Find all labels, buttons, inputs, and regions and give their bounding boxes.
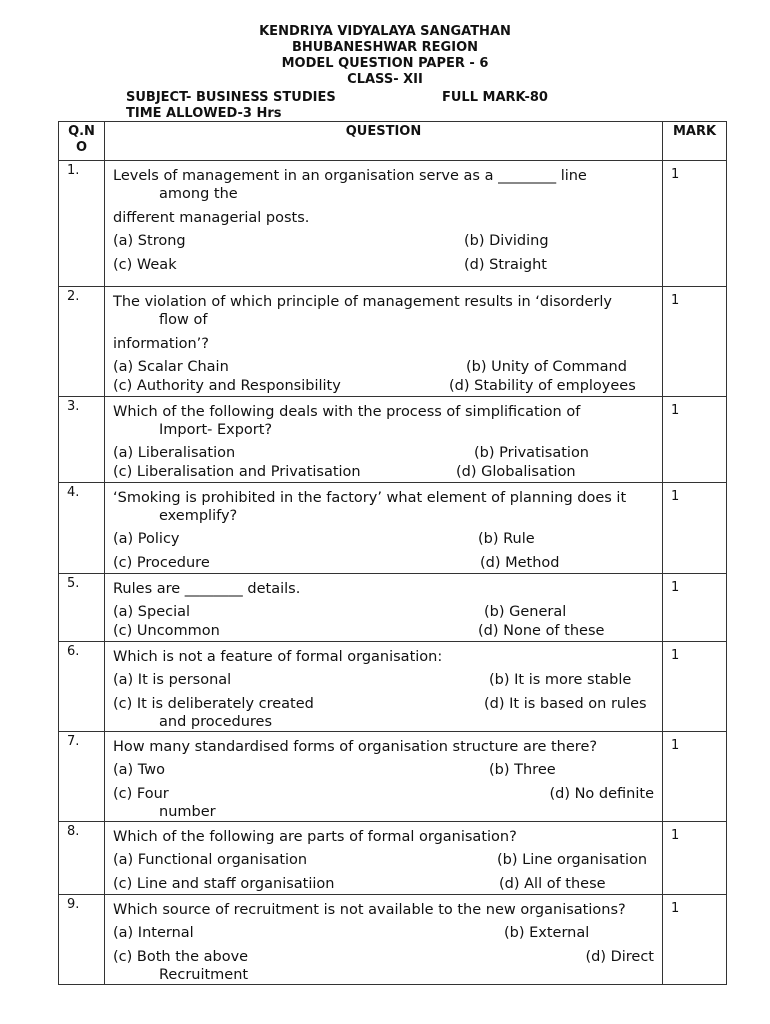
option-row: [113, 603, 654, 622]
question-text-line: information’?: [113, 336, 209, 352]
question-number: 4.: [59, 483, 105, 574]
option-d: (d) Straight: [464, 257, 547, 273]
question-mark: 1: [663, 895, 727, 985]
option-d: (d) All of these: [499, 876, 606, 892]
paper-header: [0, 24, 770, 88]
option-row: [113, 761, 654, 780]
option-c: (c) Line and staff organisatiion: [113, 876, 335, 892]
class-label: CLASS- XII: [347, 72, 423, 87]
subject-label: SUBJECT- BUSINESS STUDIES: [126, 90, 336, 105]
question-text-line: different managerial posts.: [113, 210, 310, 226]
question-row: [59, 732, 727, 822]
option-row: [113, 875, 654, 894]
question-body: [105, 732, 663, 822]
question-body: [105, 574, 663, 642]
option-c: (c) Uncommon: [113, 623, 220, 639]
question-text: The violation of which principle of management results in ‘disorderly: [113, 294, 612, 310]
question-mark: 1: [663, 483, 727, 574]
question-row: [59, 574, 727, 642]
mark-header: MARK: [663, 122, 727, 161]
question-row: [59, 483, 727, 574]
option-a: (a) Scalar Chain: [113, 359, 229, 375]
question-table: [58, 121, 727, 985]
option-c: (c) Weak: [113, 257, 177, 273]
option-c: (c) Authority and Responsibility: [113, 378, 341, 394]
option-a: (a) It is personal: [113, 672, 232, 688]
option-b: (b) Line organisation: [497, 852, 648, 868]
question-mark: 1: [663, 574, 727, 642]
option-c: (c) Both the above: [113, 949, 249, 965]
question-text: Which of the following are parts of formal organisation?: [113, 829, 517, 845]
option-d: (d) It is based on rules: [484, 696, 647, 712]
option-b: (b) Unity of Command: [466, 359, 627, 375]
option-row: [113, 924, 654, 943]
question-row: [59, 895, 727, 985]
option-b: (b) Three: [489, 762, 556, 778]
question-text: How many standardised forms of organisation structure are there?: [113, 739, 598, 755]
question-text: Which is not a feature of formal organisation:: [113, 649, 443, 665]
question-row: [59, 161, 727, 287]
option-c: (c) Four: [113, 786, 169, 802]
question-text-cont: flow of: [159, 312, 208, 328]
option-b: (b) General: [484, 604, 567, 620]
option-a: (a) Two: [113, 762, 165, 778]
question-mark: 1: [663, 161, 727, 287]
question-mark: 1: [663, 287, 727, 397]
option-b: (b) Rule: [478, 531, 535, 547]
option-row: [113, 622, 654, 641]
option-d: (d) Globalisation: [456, 464, 576, 480]
option-c: (c) It is deliberately created: [113, 696, 314, 712]
option-c-cont: and procedures: [159, 714, 273, 730]
question-text: Which of the following deals with the process of simplification of: [113, 404, 581, 420]
option-d-cont: number: [159, 804, 216, 820]
question-text: ‘Smoking is prohibited in the factory’ what element of planning does it: [113, 490, 627, 506]
option-c: (c) Procedure: [113, 555, 210, 571]
option-row: [113, 463, 654, 482]
option-row: [113, 785, 654, 804]
question-body: [105, 397, 663, 483]
question-mark: 1: [663, 397, 727, 483]
option-d: (d) Direct: [585, 949, 654, 965]
option-row: [113, 695, 654, 714]
option-a: (a) Functional organisation: [113, 852, 308, 868]
question-number: 1.: [59, 161, 105, 287]
question-number: 3.: [59, 397, 105, 483]
question-body: [105, 895, 663, 985]
question-number: 7.: [59, 732, 105, 822]
question-number: 6.: [59, 642, 105, 732]
option-row: [113, 554, 654, 573]
option-row: [113, 232, 654, 251]
option-d: (d) No definite: [549, 786, 654, 802]
question-text-cont: among the: [159, 186, 238, 202]
question-body: [105, 483, 663, 574]
question-text: Levels of management in an organisation serve as a ________ line: [113, 168, 587, 184]
question-number: 5.: [59, 574, 105, 642]
option-b: (b) Privatisation: [474, 445, 590, 461]
question-body: [105, 287, 663, 397]
option-row: [113, 851, 654, 870]
question-text: Rules are ________ details.: [113, 581, 301, 597]
option-row: [113, 530, 654, 549]
question-row: [59, 642, 727, 732]
time-allowed-label: TIME ALLOWED-3 Hrs: [126, 106, 282, 121]
question-number: 8.: [59, 822, 105, 895]
option-d: (d) Method: [480, 555, 560, 571]
option-d: (d) Stability of employees: [449, 378, 636, 394]
qno-header: Q.N O: [59, 122, 105, 161]
option-a: (a) Strong: [113, 233, 186, 249]
question-text: Which source of recruitment is not available to the new organisations?: [113, 902, 626, 918]
question-number: 2.: [59, 287, 105, 397]
question-row: [59, 397, 727, 483]
region-name: BHUBANESHWAR REGION: [292, 40, 478, 55]
option-row: [113, 256, 654, 275]
option-b: (b) It is more stable: [489, 672, 632, 688]
option-a: (a) Liberalisation: [113, 445, 236, 461]
option-a: (a) Policy: [113, 531, 180, 547]
question-body: [105, 642, 663, 732]
option-b: (b) Dividing: [464, 233, 549, 249]
question-row: [59, 822, 727, 895]
question-body: [105, 161, 663, 287]
question-mark: 1: [663, 822, 727, 895]
question-number: 9.: [59, 895, 105, 985]
option-row: [113, 948, 654, 967]
option-c: (c) Liberalisation and Privatisation: [113, 464, 361, 480]
option-row: [113, 358, 654, 377]
question-header: QUESTION: [105, 122, 663, 161]
option-row: [113, 444, 654, 463]
paper-title: MODEL QUESTION PAPER - 6: [281, 56, 489, 71]
option-b: (b) External: [504, 925, 590, 941]
question-mark: 1: [663, 642, 727, 732]
question-mark: 1: [663, 732, 727, 822]
question-body: [105, 822, 663, 895]
option-row: [113, 671, 654, 690]
question-row: [59, 287, 727, 397]
question-text-cont: exemplify?: [159, 508, 238, 524]
question-text-cont: Import- Export?: [159, 422, 273, 438]
option-a: (a) Special: [113, 604, 191, 620]
option-row: [113, 377, 654, 396]
school-name: KENDRIYA VIDYALAYA SANGATHAN: [259, 24, 511, 39]
table-header-row: [59, 122, 727, 161]
option-d-cont: Recruitment: [159, 967, 249, 983]
full-mark-label: FULL MARK-80: [442, 90, 548, 105]
option-a: (a) Internal: [113, 925, 194, 941]
option-d: (d) None of these: [478, 623, 605, 639]
